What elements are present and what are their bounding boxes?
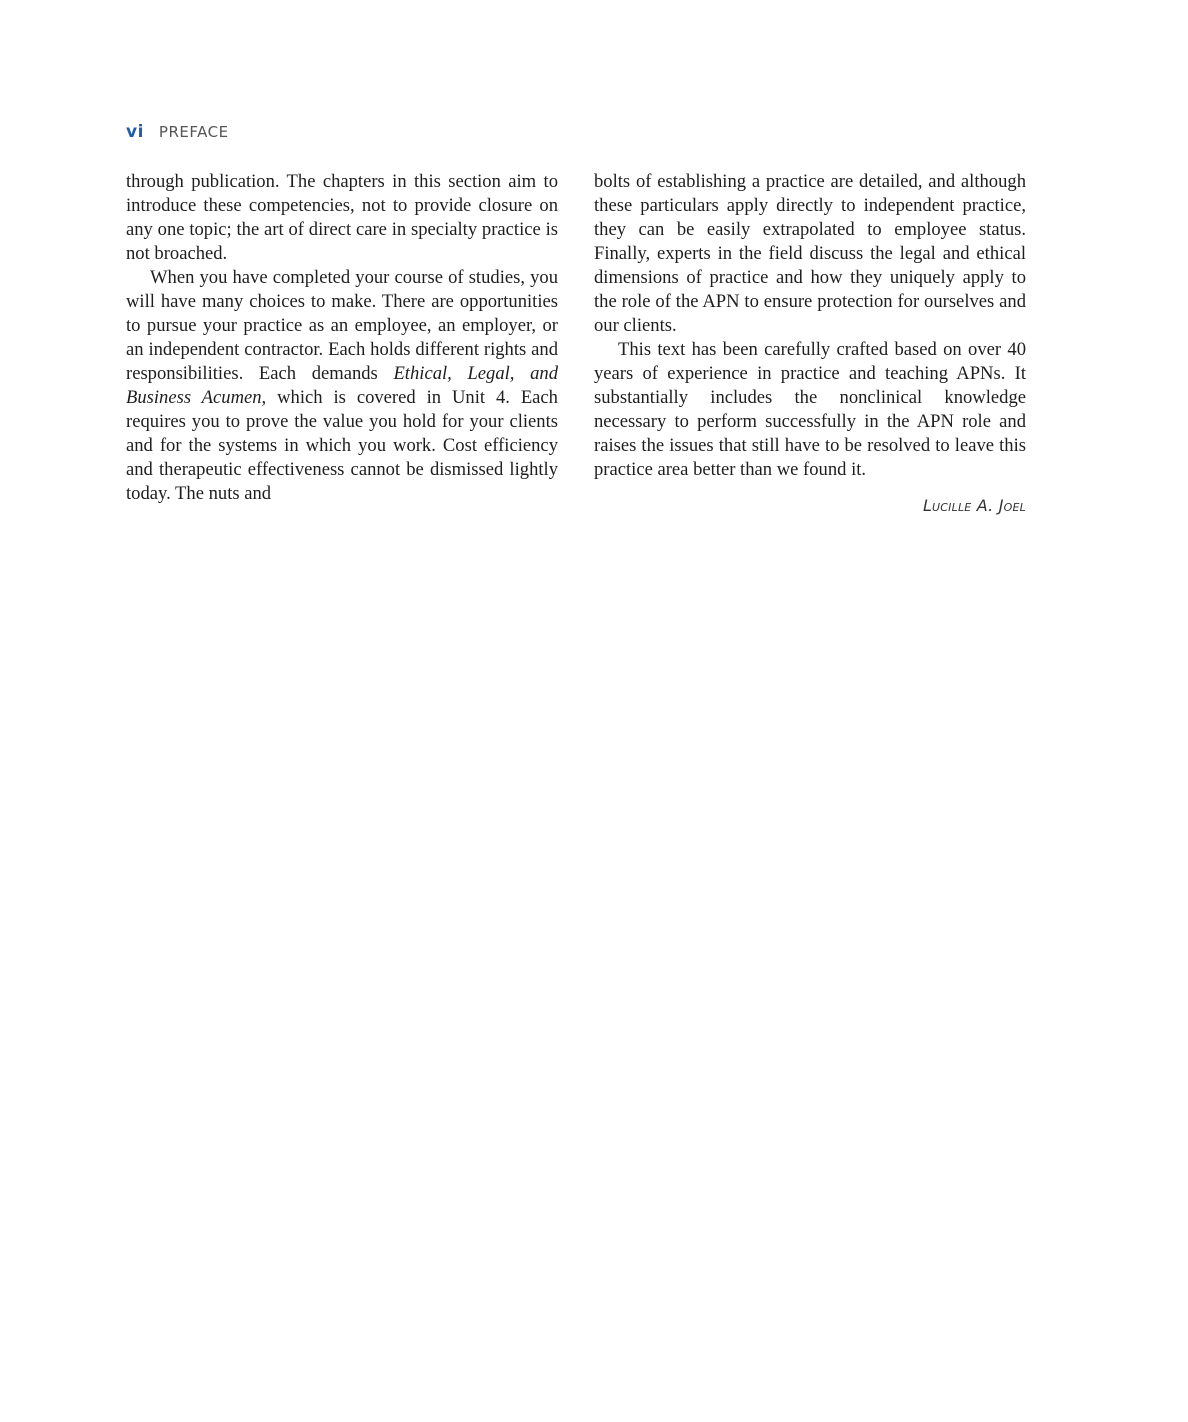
left-column [126,170,558,506]
running-head [126,122,229,148]
book-title-italic: Ethical, Legal, and Business Acumen, [126,363,558,408]
paragraph-text: When you have completed your course of studies, you will have many choices to make. There are opportunities to pursue your practice as an employee, an employer, or an independent contractor. Each holds different rights and responsibilities. Each demands [126,267,558,384]
right-column [594,170,1026,518]
paragraph: bolts of establishing a practice are detailed, and although these particulars apply directly to independent practice, they can be easily extrapolated to employee status. Finally, experts in the field discuss the legal and ethical dimensions of practice and how they uniquely apply to the role of the APN to ensure protection for ourselves and our clients. [594,171,1026,336]
running-title: PREFACE [158,123,229,141]
page-number: vi [126,122,144,142]
paragraph: through publication. The chapters in this section aim to introduce these competencies, not to provide closure on any one topic; the art of direct care in specialty practice is not broached. [126,171,558,264]
author-signature: Lucille A. Joel [922,496,1026,515]
paragraph [126,266,558,506]
paragraph-text: which is covered in Unit 4. Each requires you to prove the value you hold for your clients and for the systems in which you work. Cost efficiency and therapeutic effectiveness cannot be dismissed lightly today. The nuts and [126,387,558,504]
paragraph: This text has been carefully crafted based on over 40 years of experience in practice and teaching APNs. It substantially includes the nonclinical knowledge necessary to perform successfully in the APN role and raises the issues that still have to be resolved to leave this practice area better than we found it. [594,339,1026,480]
